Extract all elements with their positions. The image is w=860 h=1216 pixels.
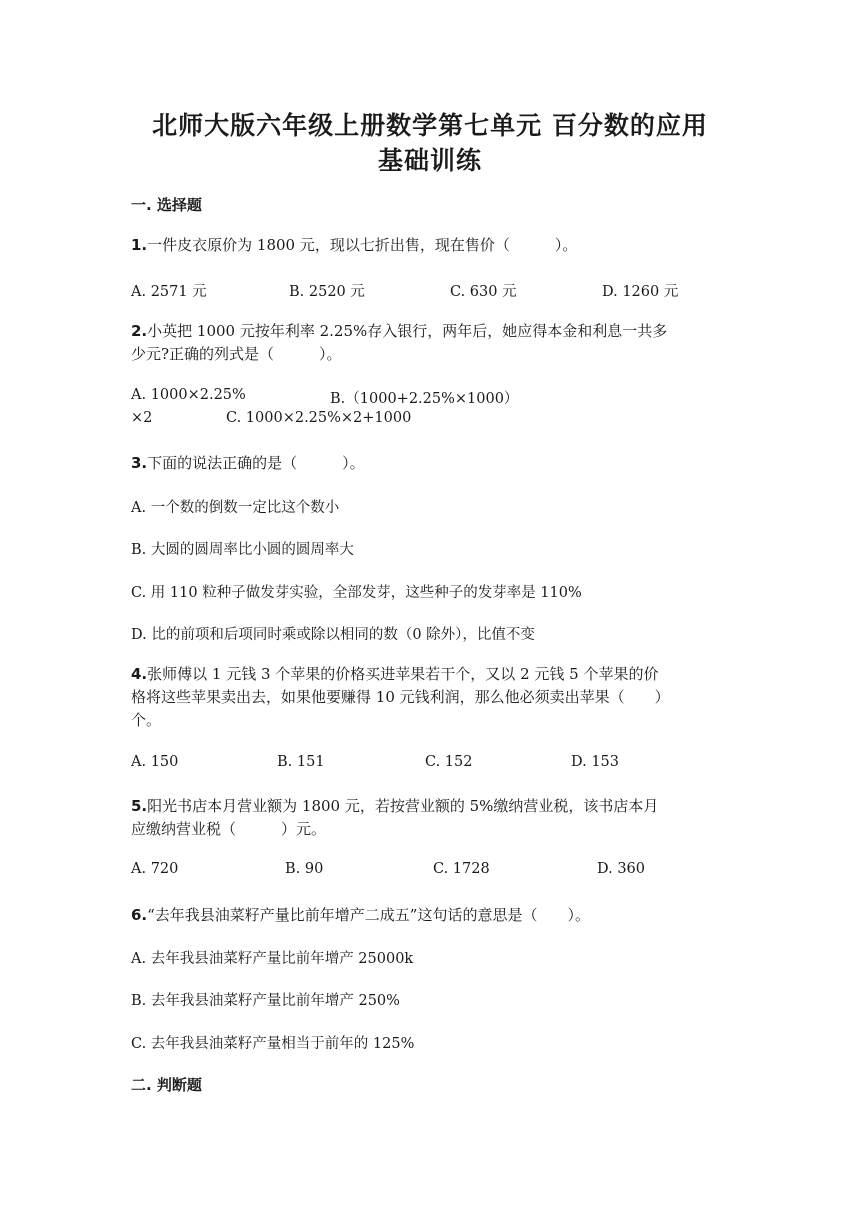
document-title-line2: 基础训练 xyxy=(377,146,482,175)
section-heading-choice: 一. 选择题 xyxy=(131,196,202,214)
question-number: 3. xyxy=(131,454,148,472)
question-5 xyxy=(131,795,658,818)
option-a: A. 720 xyxy=(131,861,179,877)
question-number: 4. xyxy=(131,665,148,683)
question-4 xyxy=(131,663,658,686)
question-number: 6. xyxy=(131,906,148,924)
question-5-line-2: 应缴纳营业税（ ）元。 xyxy=(131,820,327,838)
option-d: D. 360 xyxy=(597,861,646,877)
option-a: A. 150 xyxy=(131,754,179,770)
option-d: D. 1260 元 xyxy=(602,284,679,300)
question-number: 5. xyxy=(131,797,148,815)
question-2 xyxy=(131,320,667,343)
document-title-line1: 北师大版六年级上册数学第七单元 百分数的应用 xyxy=(152,111,708,140)
option-b: B. 大圆的圆周率比小圆的圆周率大 xyxy=(131,542,354,558)
option-a: A. 2571 元 xyxy=(131,284,207,300)
option-c: C. 去年我县油菜籽产量相当于前年的 125% xyxy=(131,1036,415,1052)
option-c: C. 152 xyxy=(425,754,473,770)
question-1 xyxy=(131,234,577,257)
question-3 xyxy=(131,452,365,475)
option-c: C. 630 元 xyxy=(450,284,517,300)
option-a: A. 一个数的倒数一定比这个数小 xyxy=(131,500,340,516)
question-text: “去年我县油菜籽产量比前年增产二成五”这句话的意思是（ ）。 xyxy=(147,906,590,924)
option-b: B. 2520 元 xyxy=(289,284,365,300)
option-d: D. 比的前项和后项同时乘或除以相同的数（0 除外），比值不变 xyxy=(131,627,535,643)
option-b: B. 151 xyxy=(277,754,325,770)
option-b: B. 去年我县油菜籽产量比前年增产 250% xyxy=(131,993,400,1009)
option-a: A. 1000×2.25% xyxy=(131,387,246,403)
question-6 xyxy=(131,904,590,927)
question-number: 1. xyxy=(131,236,148,254)
option-b-continued: ×2 xyxy=(131,410,153,426)
option-c: C. 用 110 粒种子做发芽实验，全部发芽，这些种子的发芽率是 110% xyxy=(131,585,582,601)
option-c: C. 1000×2.25%×2+1000 xyxy=(226,410,412,426)
option-a: A. 去年我县油菜籽产量比前年增产 25000k xyxy=(131,951,414,967)
question-text: 一件皮衣原价为 1800 元，现以七折出售，现在售价（ ）。 xyxy=(147,236,578,254)
section-heading-judgment: 二. 判断题 xyxy=(131,1076,202,1094)
question-text: 张师傅以 1 元钱 3 个苹果的价格买进苹果若干个，又以 2 元钱 5 个苹果的价 xyxy=(147,665,659,683)
question-4-line-3: 个。 xyxy=(131,711,162,729)
question-text: 阳光书店本月营业额为 1800 元，若按营业额的 5%缴纳营业税，该书店本月 xyxy=(147,797,659,815)
question-text: 小英把 1000 元按年利率 2.25%存入银行，两年后，她应得本金和利息一共多 xyxy=(147,322,668,340)
question-text: 下面的说法正确的是（ ）。 xyxy=(147,454,365,472)
option-b: B. 90 xyxy=(285,861,324,877)
option-d: D. 153 xyxy=(571,754,620,770)
option-b: B.（1000+2.25%×1000） xyxy=(330,391,519,407)
question-number: 2. xyxy=(131,322,148,340)
option-c: C. 1728 xyxy=(433,861,490,877)
question-4-line-2: 格将这些苹果卖出去，如果他要赚得 10 元钱利润，那么他必须卖出苹果（ ） xyxy=(131,688,670,706)
question-2-line-2: 少元?正确的列式是（ ）。 xyxy=(131,345,342,363)
